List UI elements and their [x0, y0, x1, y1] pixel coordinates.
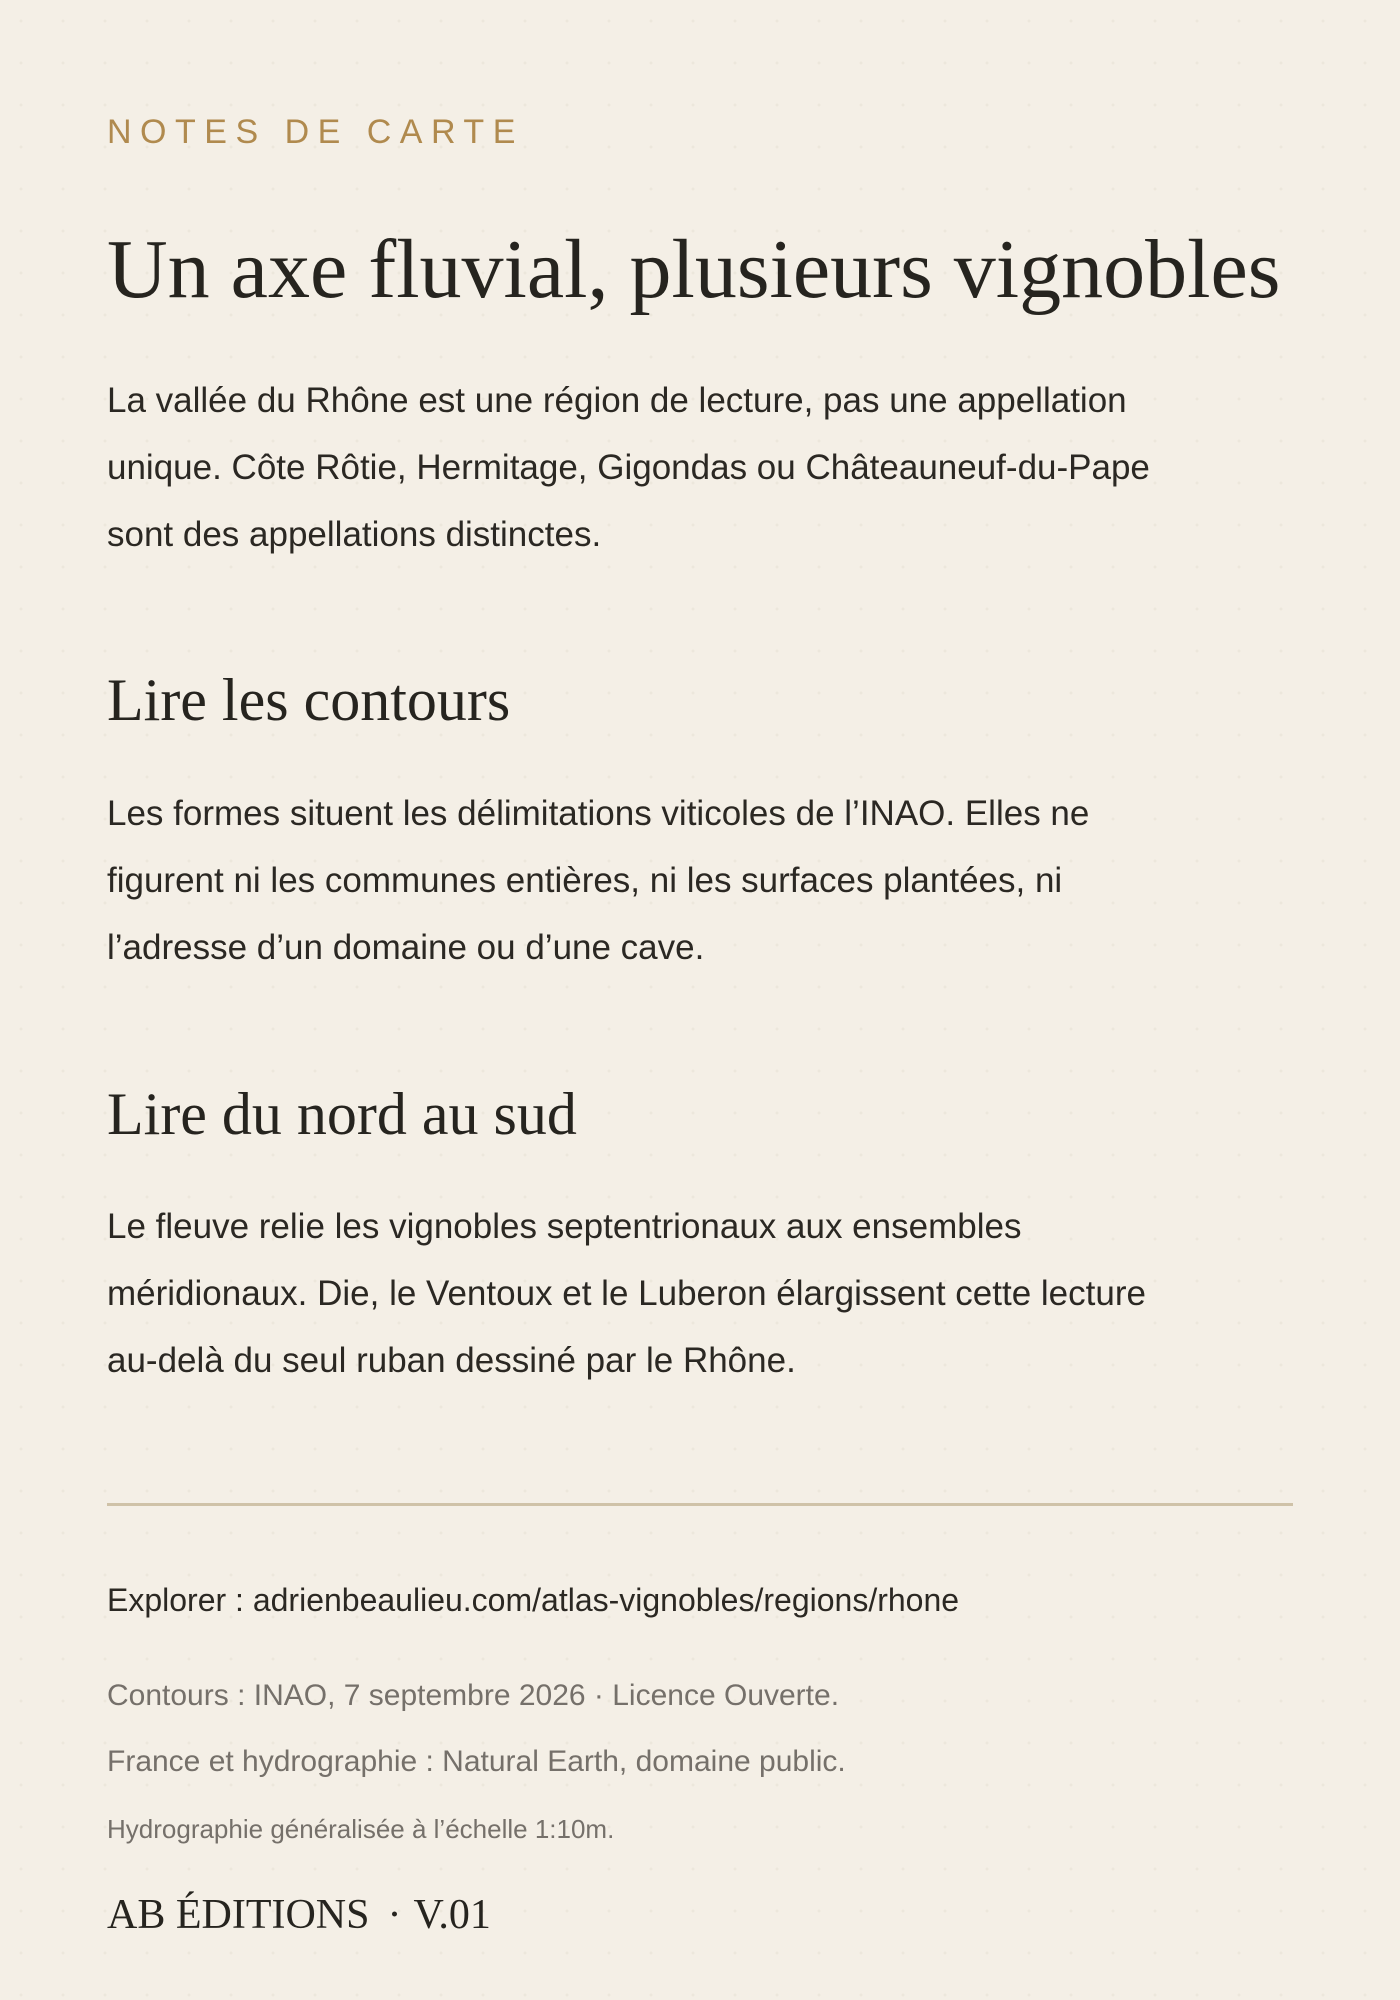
page-title: Un axe fluvial, plusieurs vignobles: [107, 223, 1281, 316]
brand-separator: ·: [387, 1892, 402, 1938]
section-body-contours: Les formes situent les délimitations viticoles de l’INAO. Elles ne figurent ni les communes entières, ni les surfaces plantées, ni l’adresse d’un domaine ou d’une cave.: [107, 794, 1090, 967]
credit-hydrography: Hydrographie généralisée à l’échelle 1:10m.: [107, 1814, 615, 1844]
credit-natural-earth: France et hydrographie : Natural Earth, domaine public.: [107, 1745, 846, 1778]
credit-contours: Contours : INAO, 7 septembre 2026 · Licence Ouverte.: [107, 1679, 840, 1712]
section-heading-contours: Lire les contours: [107, 667, 511, 733]
kicker-label: NOTES DE CARTE: [107, 113, 524, 151]
brand-signature: [107, 1890, 491, 1940]
section-heading-nord-sud: Lire du nord au sud: [107, 1081, 577, 1147]
explore-link[interactable]: Explorer : adrienbeaulieu.com/atlas-vignobles/regions/rhone: [107, 1582, 960, 1618]
intro-paragraph: La vallée du Rhône est une région de lecture, pas une appellation unique. Côte Rôtie, Hermitage, Gigondas ou Châteauneuf-du-Pape sont des appellations distinctes.: [107, 381, 1150, 554]
version-label: V.01: [413, 1892, 491, 1938]
footer-divider: [107, 1503, 1293, 1506]
section-body-nord-sud: Le fleuve relie les vignobles septentrionaux aux ensembles méridionaux. Die, le Ventoux et le Luberon élargissent cette lecture au-delà du seul ruban dessiné par le Rhône.: [107, 1207, 1146, 1380]
brand-name: AB ÉDITIONS: [107, 1892, 370, 1938]
